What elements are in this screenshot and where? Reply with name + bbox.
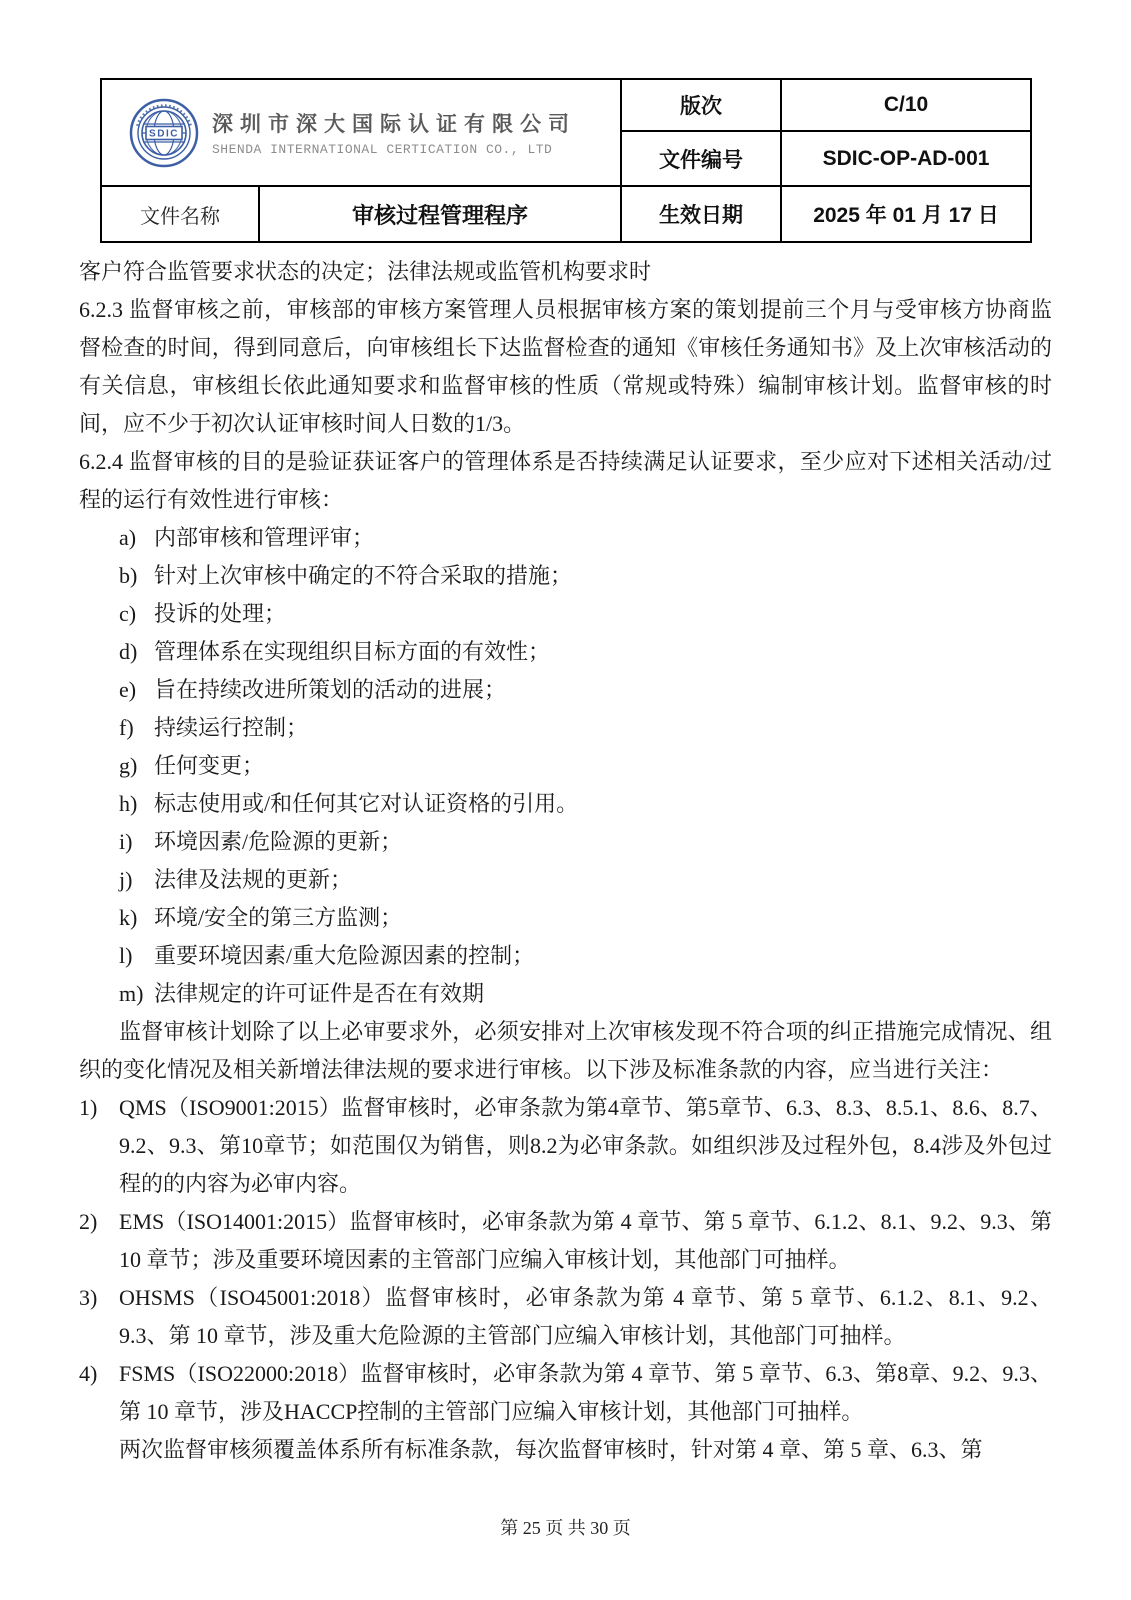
list-item	[79, 937, 1052, 975]
item-text: 持续运行控制；	[154, 715, 309, 740]
version-value: C/10	[782, 80, 1030, 130]
item-marker: g)	[119, 753, 138, 778]
item-marker: i)	[119, 829, 133, 854]
list-item	[79, 899, 1052, 937]
item-text: 任何变更；	[154, 753, 265, 778]
item-marker: h)	[119, 791, 138, 816]
version-label: 版次	[622, 80, 780, 130]
company-name-en: SHENDA INTERNATIONAL CERTICATION CO., LTD	[212, 142, 553, 157]
item-text: 针对上次审核中确定的不符合采取的措施；	[154, 563, 573, 588]
list-item	[79, 671, 1052, 709]
item-marker: l)	[119, 943, 133, 968]
numbered-item	[79, 1203, 1052, 1279]
item-text: 标志使用或/和任何其它对认证资格的引用。	[154, 791, 579, 816]
list-item	[79, 519, 1052, 557]
item-marker: k)	[119, 905, 138, 930]
item-marker: m)	[119, 981, 144, 1006]
doc-name-label: 文件名称	[102, 187, 258, 241]
item-text: 环境因素/危险源的更新；	[154, 829, 403, 854]
document-header-table	[100, 78, 1032, 243]
indented-paragraph: 监督审核计划除了以上必审要求外，必须安排对上次审核发现不符合项的纠正措施完成情况、组织的变化情况及相关新增法律法规的要求进行审核。以下涉及标准条款的内容，应当进行关注：	[79, 1019, 1052, 1082]
paragraph: 6.2.3 监督审核之前，审核部的审核方案管理人员根据审核方案的策划提前三个月与受审核方协商监督检查的时间，得到同意后，向审核组长下达监督检查的通知《审核任务通知书》及上次审核活动的有关信息，审核组长依此通知要求和监督审核的性质（常规或特殊）编制审核计划。监督审核的时间，应不少于初次认证审核时间人日数的1/3。	[79, 297, 1052, 436]
list-item	[79, 785, 1052, 823]
company-name-cn: 深圳市深大国际认证有限公司	[212, 112, 576, 136]
item-marker: 2)	[79, 1209, 98, 1234]
paragraph: 6.2.4 监督审核的目的是验证获证客户的管理体系是否持续满足认证要求，至少应对下述相关活动/过程的运行有效性进行审核：	[79, 449, 1052, 512]
doc-number-value: SDIC-OP-AD-001	[782, 132, 1030, 185]
numbered-item	[79, 1355, 1052, 1431]
item-text: EMS（ISO14001:2015）监督审核时，必审条款为第 4 章节、第 5 章节、6.1.2、8.1、9.2、9.3、第 10 章节；涉及重要环境因素的主管部门应编入审核计划，其他部门可抽样。	[119, 1209, 1052, 1272]
list-item	[79, 595, 1052, 633]
list-item	[79, 633, 1052, 671]
company-names	[212, 108, 576, 157]
item-text: 重要环境因素/重大危险源因素的控制；	[154, 943, 535, 968]
company-header-cell	[102, 80, 620, 185]
list-item	[79, 975, 1052, 1013]
item-text: QMS（ISO9001:2015）监督审核时，必审条款为第4章节、第5章节、6.3、8.3、8.5.1、8.6、8.7、9.2、9.3、第10章节；如范围仅为销售，则8.2为必审条款。如组织涉及过程外包，8.4涉及外包过程的的内容为必审内容。	[119, 1095, 1052, 1196]
item-marker: 3)	[79, 1285, 98, 1310]
item-text: OHSMS（ISO45001:2018）监督审核时，必审条款为第 4 章节、第 5 章节、6.1.2、8.1、9.2、9.3、第 10 章节，涉及重大危险源的主管部门应编入审核计划，其他部门可抽样。	[119, 1285, 1052, 1348]
item-text: 投诉的处理；	[154, 601, 287, 626]
item-marker: 4)	[79, 1361, 98, 1386]
item-marker: e)	[119, 677, 137, 702]
item-marker: d)	[119, 639, 138, 664]
company-logo-icon	[128, 97, 200, 169]
effective-date-label: 生效日期	[622, 187, 780, 241]
item-text: FSMS（ISO22000:2018）监督审核时，必审条款为第 4 章节、第 5 章节、6.3、第8章、9.2、9.3、第 10 章节，涉及HACCP控制的主管部门应编入审核计划，其他部门可抽样。	[119, 1361, 1052, 1424]
svg-text:SDIC: SDIC	[149, 128, 179, 139]
item-text: 法律及法规的更新；	[154, 867, 353, 892]
item-marker: c)	[119, 601, 137, 626]
list-item	[79, 747, 1052, 785]
item-marker: a)	[119, 525, 137, 550]
item-marker: f)	[119, 715, 134, 740]
doc-number-label: 文件编号	[622, 132, 780, 185]
item-marker: 1)	[79, 1095, 98, 1120]
item-marker: b)	[119, 563, 138, 588]
list-item	[79, 823, 1052, 861]
item-marker: j)	[119, 867, 133, 892]
paragraph: 客户符合监管要求状态的决定；法律法规或监管机构要求时	[79, 259, 652, 284]
doc-name-value: 审核过程管理程序	[260, 187, 620, 241]
item-text: 管理体系在实现组织目标方面的有效性；	[154, 639, 551, 664]
page-footer: 第 25 页 共 30 页	[500, 1518, 631, 1538]
indented-paragraph: 两次监督审核须覆盖体系所有标准条款，每次监督审核时，针对第 4 章、第 5 章、6.3、第	[119, 1437, 983, 1462]
effective-date-value: 2025 年 01 月 17 日	[782, 187, 1030, 241]
list-item	[79, 709, 1052, 747]
item-text: 旨在持续改进所策划的活动的进展；	[154, 677, 507, 702]
item-text: 内部审核和管理评审；	[154, 525, 375, 550]
document-body	[79, 253, 1052, 1469]
list-item	[79, 861, 1052, 899]
numbered-item	[79, 1279, 1052, 1355]
item-text: 法律规定的许可证件是否在有效期	[154, 981, 485, 1006]
item-text: 环境/安全的第三方监测；	[154, 905, 403, 930]
numbered-item	[79, 1089, 1052, 1203]
list-item	[79, 557, 1052, 595]
